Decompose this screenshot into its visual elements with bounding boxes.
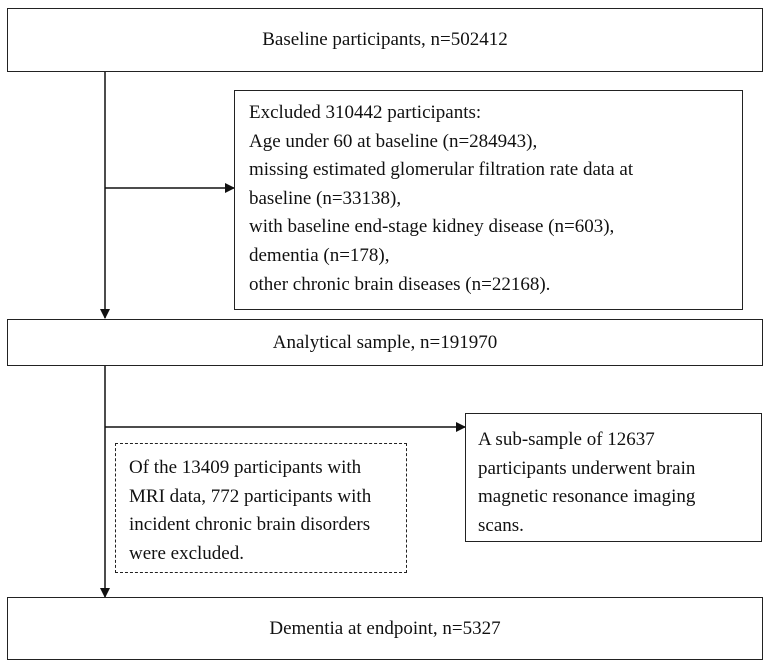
- mri-line: MRI data, 772 participants with: [129, 485, 372, 507]
- subsample-line: scans.: [478, 514, 524, 536]
- excluded-line: missing estimated glomerular filtration rate data at: [249, 159, 634, 181]
- baseline-text: Baseline participants, n=502412: [262, 29, 508, 50]
- excluded-line: Age under 60 at baseline (n=284943),: [249, 130, 538, 152]
- excluded-line: dementia (n=178),: [249, 244, 390, 266]
- analytical-text: Analytical sample, n=191970: [272, 331, 498, 353]
- analytical-box: [7, 319, 763, 366]
- mri-line: Of the 13409 participants with: [129, 457, 362, 478]
- mri-line: incident chronic brain disorders: [129, 514, 371, 536]
- subsample-line: participants underwent brain: [478, 457, 696, 479]
- excluded-line: baseline (n=33138),: [249, 187, 402, 209]
- endpoint-box: [7, 597, 763, 660]
- excluded-box: [234, 90, 743, 310]
- subsample-line: magnetic resonance imaging: [478, 486, 696, 508]
- endpoint-text: Dementia at endpoint, n=5327: [269, 617, 501, 639]
- mri-excluded-box: [115, 443, 407, 573]
- subsample-box: [465, 413, 762, 542]
- excluded-line: other chronic brain diseases (n=22168).: [249, 273, 551, 295]
- mri-line: were excluded.: [129, 542, 244, 564]
- baseline-box: [7, 8, 763, 72]
- subsample-line: A sub-sample of 12637: [478, 429, 655, 450]
- excluded-line: Excluded 310442 participants:: [249, 102, 482, 123]
- excluded-line: with baseline end-stage kidney disease (n=603),: [249, 216, 615, 238]
